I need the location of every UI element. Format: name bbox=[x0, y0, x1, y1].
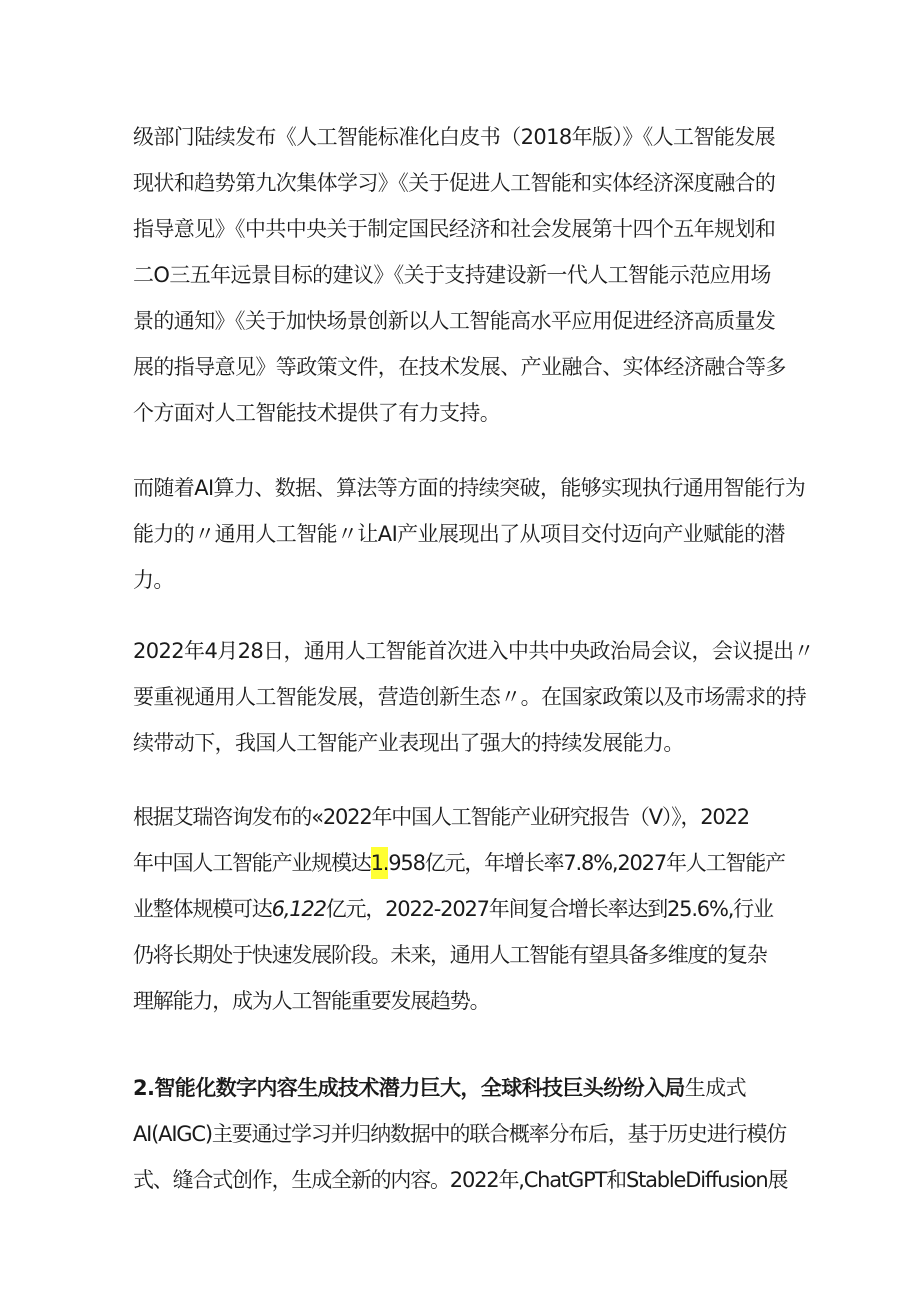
text-line: AI(AIGC)主要通过学习并归纳数据中的联合概率分布后，基于历史进行模仿 bbox=[133, 1122, 787, 1146]
text-line: 级部门陆续发布《人工智能标准化白皮书（2018年版）》《人工智能发展 bbox=[133, 125, 776, 149]
text-line: 仍将长期处于快速发展阶段。未来，通用人工智能有望具备多维度的复杂 bbox=[133, 943, 767, 967]
text-segment: 生成式 bbox=[684, 1076, 746, 1100]
text-line: 式、缝合式创作，生成全新的内容。2022年,ChatGPT和StableDiffusion展 bbox=[133, 1168, 788, 1192]
text-line: 展的指导意见》等政策文件，在技术发展、产业融合、实体经济融合等多 bbox=[133, 355, 786, 379]
text-line: 要重视通用人工智能发展，营造创新生态〃。在国家政策以及市场需求的持 bbox=[133, 685, 807, 709]
text-segment: 业整体规模可达 bbox=[133, 897, 272, 921]
paragraph-agi-breakthrough bbox=[133, 465, 806, 603]
text-line bbox=[133, 1065, 793, 1111]
paragraph-market-size bbox=[133, 794, 793, 1024]
text-line: 根据艾瑞咨询发布的«2022年中国人工智能产业研究报告（V）》，2022 bbox=[133, 805, 749, 829]
italic-number: 6,122 bbox=[271, 897, 326, 921]
text-line bbox=[133, 886, 793, 932]
text-line: 力。 bbox=[133, 568, 174, 592]
text-line: 现状和趋势第九次集体学习》《关于促进人工智能和实体经济深度融合的 bbox=[133, 171, 776, 195]
text-segment: 亿元，2022-2027年间复合增长率达到25.6%,行业 bbox=[325, 897, 773, 921]
text-segment: 年中国人工智能产业规模达 bbox=[133, 851, 371, 875]
text-line: 而随着AI算力、数据、算法等方面的持续突破，能够实现执行通用智能行为 bbox=[133, 476, 806, 500]
text-line: 能力的〃通用人工智能〃让AI产业展现出了从项目交付迈向产业赋能的潜 bbox=[133, 522, 785, 546]
text-line: 个方面对人工智能技术提供了有力支持。 bbox=[133, 401, 501, 425]
paragraph-aigc-section bbox=[133, 1065, 793, 1203]
text-line: 理解能力，成为人工智能重要发展趋势。 bbox=[133, 989, 490, 1013]
section-heading: 2.智能化数字内容生成技术潜力巨大，全球科技巨头纷纷入局 bbox=[133, 1076, 685, 1100]
text-line: 二O三五年远景目标的建议》《关于支持建设新一代人工智能示范应用场 bbox=[133, 263, 771, 287]
text-segment: 958亿元，年增长率7.8%,2027年人工智能产 bbox=[388, 851, 785, 875]
highlighted-text: 1. bbox=[371, 847, 389, 879]
text-line: 2022年4月28日，通用人工智能首次进入中共中央政治局会议，会议提出〃 bbox=[133, 639, 814, 663]
paragraph-policy-documents bbox=[133, 114, 793, 436]
text-line: 景的通知》《关于加快场景创新以人工智能高水平应用促进经济高质量发 bbox=[133, 309, 776, 333]
text-line: 续带动下，我国人工智能产业表现出了强大的持续发展能力。 bbox=[133, 731, 684, 755]
paragraph-politburo-meeting bbox=[133, 628, 814, 766]
text-line bbox=[133, 840, 793, 886]
text-line: 指导意见》《中共中央关于制定国民经济和社会发展第十四个五年规划和 bbox=[133, 217, 776, 241]
